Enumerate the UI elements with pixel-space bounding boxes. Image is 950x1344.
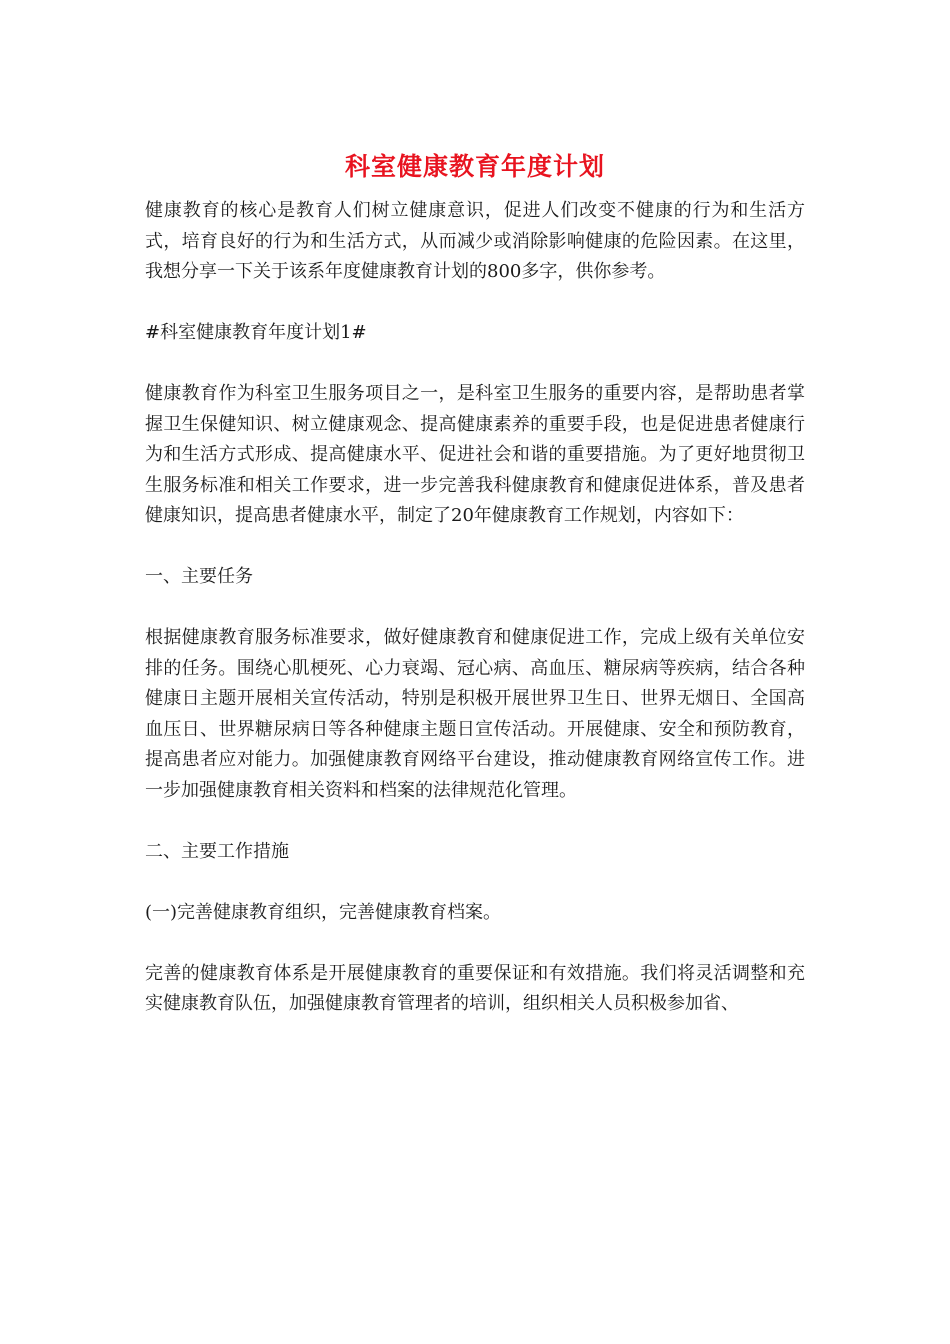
- organization-paragraph: 完善的健康教育体系是开展健康教育的重要保证和有效措施。我们将灵活调整和充实健康教育队伍，加强健康教育管理者的培训，组织相关人员积极参加省、: [145, 962, 805, 1014]
- paragraph-gap: [145, 806, 805, 837]
- intro-paragraph: 健康教育的核心是教育人们树立健康意识，促进人们改变不健康的行为和生活方式，培育良好的行为和生活方式，从而减少或消除影响健康的危险因素。在这里，我想分享一下关于该系年度健康教育计划的800多字，供你参考。: [145, 200, 805, 282]
- background-paragraph: 健康教育作为科室卫生服务项目之一，是科室卫生服务的重要内容，是帮助患者掌握卫生保健知识、树立健康观念、提高健康素养的重要手段，也是促进患者健康行为和生活方式形成、提高健康水平、促进社会和谐的重要措施。为了更好地贯彻卫生服务标准和相关工作要求，进一步完善我科健康教育和健康促进体系，普及患者健康知识，提高患者健康水平，制定了20年健康教育工作规划，内容如下：: [145, 383, 805, 526]
- main-tasks-paragraph: 根据健康教育服务标准要求，做好健康教育和健康促进工作，完成上级有关单位安排的任务。围绕心肌梗死、心力衰竭、冠心病、高血压、糖尿病等疾病，结合各种健康日主题开展相关宣传活动，特别是积极开展世界卫生日、世界无烟日、全国高血压日、世界糖尿病日等各种健康主题日宣传活动。开展健康、安全和预防教育，提高患者应对能力。加强健康教育网络平台建设，推动健康教育网络宣传工作。进一步加强健康教育相关资料和档案的法律规范化管理。: [145, 627, 805, 801]
- paragraph-gap: [145, 867, 805, 898]
- paragraph-gap: [145, 349, 805, 380]
- paragraph-gap: [145, 288, 805, 319]
- section-marker: #科室健康教育年度计划1#: [145, 322, 367, 343]
- paragraph-gap: [145, 593, 805, 624]
- paragraph-gap: [145, 928, 805, 959]
- document-body: [145, 196, 805, 1020]
- paragraph-gap: [145, 532, 805, 563]
- subheading-organization: (一)完善健康教育组织，完善健康教育档案。: [145, 901, 502, 923]
- heading-work-measures: 二、主要工作措施: [145, 840, 289, 862]
- heading-main-tasks: 一、主要任务: [145, 566, 253, 587]
- document-title: 科室健康教育年度计划: [344, 152, 605, 181]
